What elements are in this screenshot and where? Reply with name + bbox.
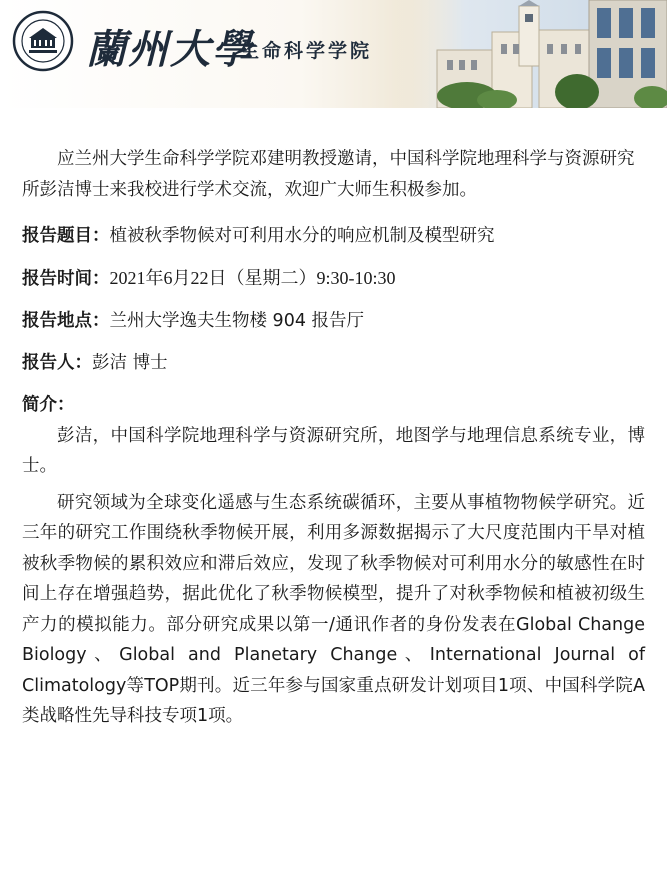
college-name: 生命科学学院: [240, 40, 373, 62]
report-title-field: [22, 221, 645, 251]
notice-content: [0, 144, 667, 732]
bio-title: 简介：: [22, 395, 75, 415]
reporter-label: 报告人：: [22, 353, 92, 373]
university-seal-logo: [12, 10, 74, 72]
report-time-label: 报告时间：: [22, 269, 110, 289]
reporter-field: [22, 348, 645, 378]
reporter-value: 彭洁 博士: [92, 353, 168, 373]
campus-building-image: [397, 0, 667, 108]
bio-paragraph-2: 研究领域为全球变化遥感与生态系统碳循环，主要从事植物物候学研究。近三年的研究工作围绕秋季物候开展，利用多源数据揭示了大尺度范围内干旱对植被秋季物候的累积效应和滞后效应，发现了秋季物候对可利用水分的敏感性在时间上存在增强趋势，据此优化了秋季物候模型，提升了对秋季物候和植被初级生产力的模拟能力。部分研究成果以第一/通讯作者的身份发表在Global Change Biology、Global and Planetary Change、International Journal of Climatology等TOP期刊。近三年参与国家重点研发计划项目1项、中国科学院A类战略性先导科技专项1项。: [22, 492, 645, 726]
report-location-field: [22, 306, 645, 336]
university-name-logo: 蘭州大學: [86, 26, 254, 73]
page-header: [0, 0, 667, 108]
bio-paragraph-1: 彭洁，中国科学院地理科学与资源研究所，地图学与地理信息系统专业，博士。: [22, 425, 645, 476]
intro-paragraph: 应兰州大学生命科学学院邓建明教授邀请，中国科学院地理科学与资源研究所彭洁博士来我校进行学术交流，欢迎广大师生积极参加。: [22, 149, 635, 200]
report-time-value: 2021年6月22日（星期二）9:30-10:30: [109, 268, 396, 288]
report-title-value: 植被秋季物候对可利用水分的响应机制及模型研究: [109, 226, 495, 246]
report-location-value: 兰州大学逸夫生物楼 904 报告厅: [109, 311, 365, 331]
report-time-field: [22, 263, 645, 294]
report-location-label: 报告地点：: [22, 311, 110, 331]
report-title-label: 报告题目：: [22, 226, 110, 246]
